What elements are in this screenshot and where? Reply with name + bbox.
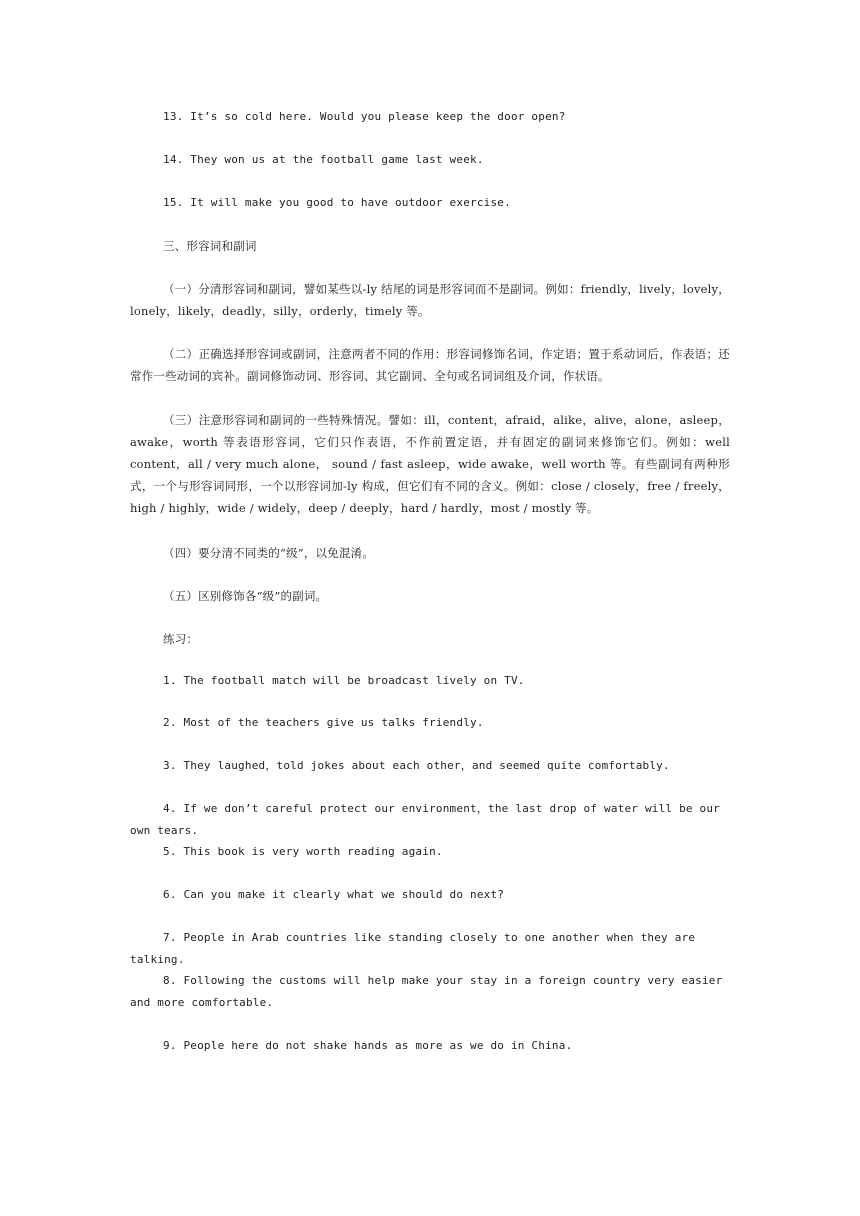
exercise-14: 14. They won us at the football game last week. xyxy=(163,153,484,166)
exercise-7: 7. People in Arab countries like standing closely to one another when they are talking. xyxy=(130,931,696,966)
exercise-2: 2. Most of the teachers give us talks friendly. xyxy=(163,716,484,729)
rule-paragraph-5: （五）区别修饰各“级”的副词。 xyxy=(163,589,328,603)
exercise-13: 13. It’s so cold here. Would you please keep the door open? xyxy=(163,110,566,123)
rule-paragraph-2: （二）正确选择形容词或副词，注意两者不同的作用：形容词修饰名词，作定语；置于系动词后，作表语；还常作一些动词的宾补。副词修饰动词、形容词、其它副词、全句或名词词组及介词，作状语。 xyxy=(130,347,730,383)
section-heading-adjectives-adverbs: 三、形容词和副词 xyxy=(163,239,257,253)
rule-paragraph-4: （四）要分清不同类的“级”，以免混淆。 xyxy=(163,546,375,560)
exercise-4: 4. If we don’t careful protect our environment，the last drop of water will be our own tears. xyxy=(130,802,721,837)
exercise-1: 1. The football match will be broadcast lively on TV. xyxy=(163,674,525,687)
exercise-8: 8. Following the customs will help make your stay in a foreign country very easier and more comfortable. xyxy=(130,974,723,1009)
rule-paragraph-3: （三）注意形容词和副词的一些特殊情况。譬如：ill，content，afraid，alike，alive，alone，asleep，awake，worth 等表语形容词，它们只作表语，不作前置定语，并有固定的副词来修饰它们。例如：well content，all / very much alone， sound / fast asleep，wide awake，well worth 等。有些副词有两种形式，一个与形容词同形，一个以形容词加-ly 构成，但它们有不同的含义。例如：close / closely，free / freely，high / highly，wide / widely，deep / deeply，hard / hardly，most / mostly 等。 xyxy=(130,413,730,515)
exercise-9: 9. People here do not shake hands as more as we do in China. xyxy=(163,1039,573,1052)
rule-paragraph-1: （一）分清形容词和副词，譬如某些以-ly 结尾的词是形容词而不是副词。例如：friendly，lively，lovely，lonely，likely，deadly，silly，orderly，timely 等。 xyxy=(130,282,730,318)
exercise-6: 6. Can you make it clearly what we should do next? xyxy=(163,888,505,901)
exercise-5: 5. This book is very worth reading again. xyxy=(163,845,443,858)
exercise-heading: 练习： xyxy=(163,632,199,646)
exercise-15: 15. It will make you good to have outdoor exercise. xyxy=(163,196,511,209)
exercise-3: 3. They laughed，told jokes about each other，and seemed quite comfortably. xyxy=(163,759,670,772)
